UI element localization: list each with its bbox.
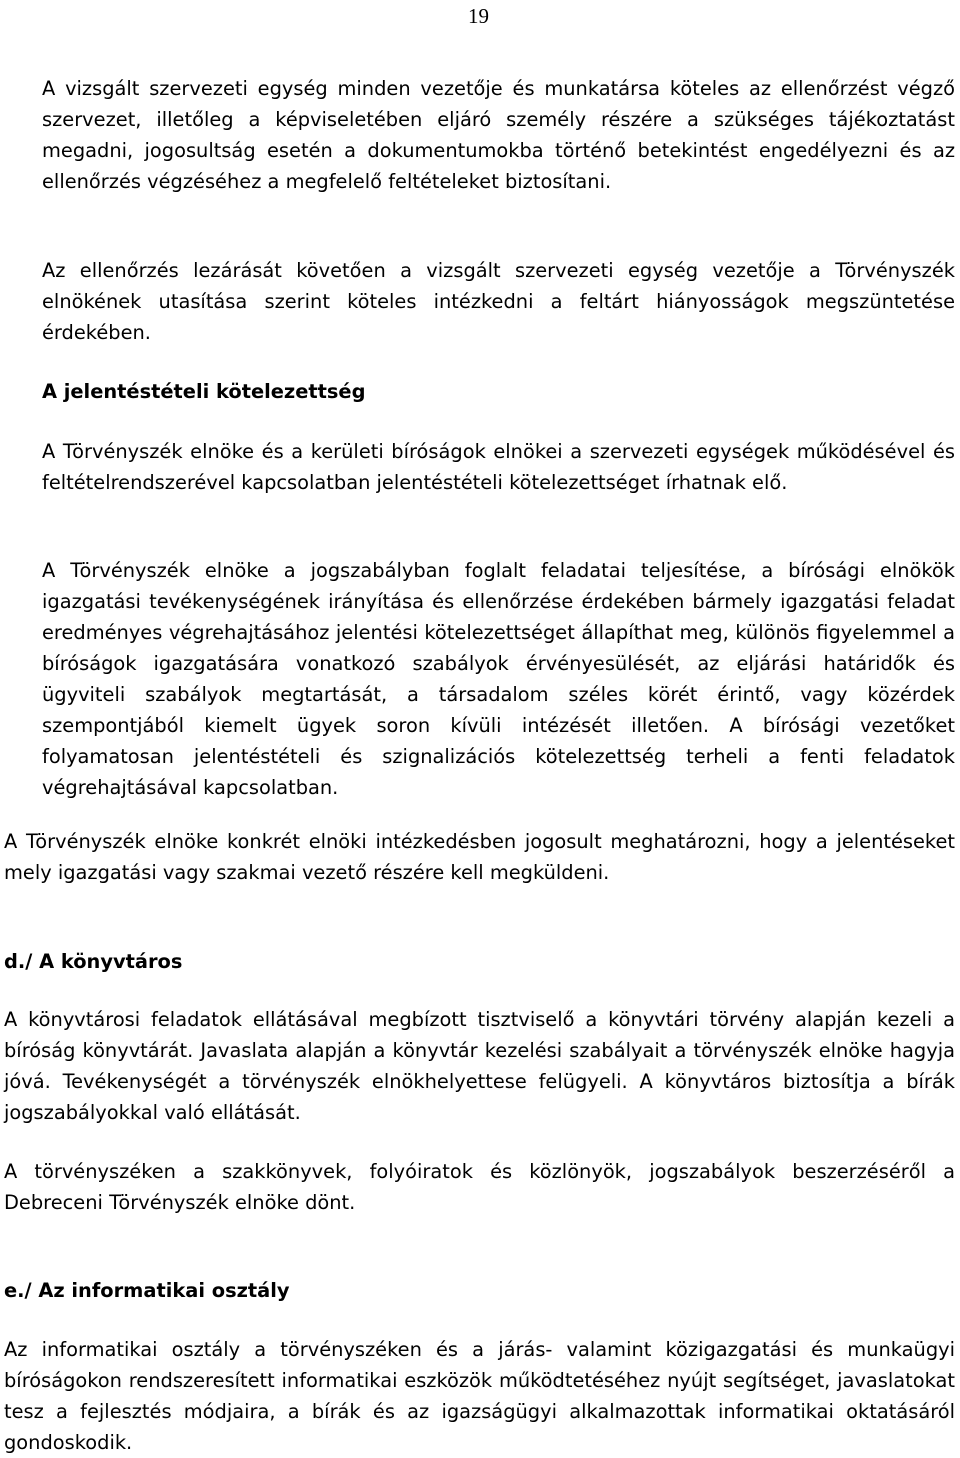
paragraph-inspection-closure: Az ellenőrzés lezárását követően a vizsgált szervezeti egység vezetője a Törvényszék elnökének utasítása szerint köteles intézkedni a feltárt hiányosságok megszüntetése érdekében. (42, 259, 955, 344)
paragraph-reporting-obligation: A Törvényszék elnöke és a kerületi bíróságok elnökei a szervezeti egységek működésével és feltételrendszerével kapcsolatban jelentéstételi kötelezettséget írhatnak elő. (42, 440, 955, 494)
paragraph-library-acquisition: A törvényszéken a szakkönyvek, folyóiratok és közlönyök, jogszabályok beszerzéséről a Debreceni Törvényszék elnöke dönt. (4, 1160, 955, 1214)
heading-librarian: d./ A könyvtáros (4, 950, 183, 973)
heading-reporting-obligation: A jelentéstételi kötelezettség (42, 380, 366, 403)
paragraph-president-reporting: A Törvényszék elnöke a jogszabályban foglalt feladatai teljesítése, a bírósági elnökök igazgatási tevékenységének irányítása és ellenőrzése érdekében bármely igazgatási feladat eredményes végrehajtásához jelentési kötelezettséget állapíthat meg, különös figyelemmel a bíróságok igazgatására vonatkozó szabályok érvényesülését, az eljárási határidők és ügyviteli szabályok megtartását, a társadalom széles körét érintő, vagy közérdek szempontjából kiemelt ügyek soron kívüli intézését illetően. A bírósági vezetőket folyamatosan jelentéstételi és szignalizációs kötelezettség terheli a fenti feladatok végrehajtásával kapcsolatban. (42, 559, 955, 799)
paragraph-report-recipients: A Törvényszék elnöke konkrét elnöki intézkedésben jogosult meghatározni, hogy a jelentéseket mely igazgatási vagy szakmai vezető részére kell megküldeni. (4, 830, 955, 884)
paragraph-librarian-duties: A könyvtárosi feladatok ellátásával megbízott tisztviselő a könyvtári törvény alapján kezeli a bíróság könyvtárát. Javaslata alapján a könyvtár kezelési szabályait a törvényszék elnöke hagyja jóvá. Tevékenységét a törvényszék elnökhelyettese felügyeli. A könyvtáros biztosítja a bírák jogszabályokkal való ellátását. (4, 1008, 955, 1124)
page-number: 19 (468, 4, 489, 28)
paragraph-it-department: Az informatikai osztály a törvényszéken és a járás- valamint közigazgatási és munkaügyi bíróságokon rendszeresített informatikai eszközök működtetéséhez nyújt segítséget, javaslatokat tesz a fejlesztés módjaira, a bírák és az igazságügyi alkalmazottak informatikai oktatásáról gondoskodik. (4, 1338, 955, 1454)
heading-it-department: e./ Az informatikai osztály (4, 1279, 290, 1302)
paragraph-inspection-cooperation: A vizsgált szervezeti egység minden vezetője és munkatársa köteles az ellenőrzést végző szervezet, illetőleg a képviseletében eljáró személy részére a szükséges tájékoztatást megadni, jogosultság esetén a dokumentumokba történő betekintést engedélyezni és az ellenőrzés végzéséhez a megfelelő feltételeket biztosítani. (42, 77, 955, 193)
